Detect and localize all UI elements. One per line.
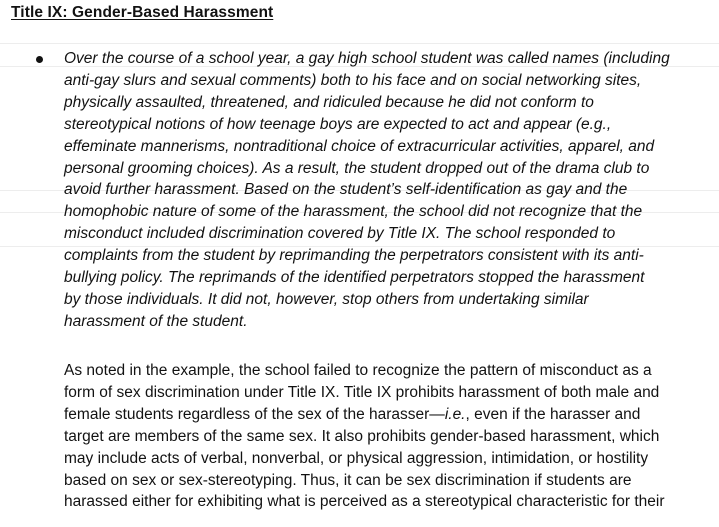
example-line: bullying policy. The reprimands of the identified perpetrators stopped the harassment bbox=[64, 269, 645, 287]
example-line: anti-gay slurs and sexual comments) both to his face and on social networking sites, bbox=[64, 71, 642, 89]
discussion-line: As noted in the example, the school failed to recognize the pattern of misconduct as a bbox=[64, 362, 652, 379]
scan-artifact-line bbox=[0, 43, 719, 44]
example-line: homophobic nature of some of the harassment, the school did not recognize that the bbox=[64, 203, 643, 221]
example-line: avoid further harassment. Based on the student’s self-identification as gay and the bbox=[64, 181, 628, 199]
discussion-line: harassed either for exhibiting what is perceived as a stereotypical characteristic for their bbox=[64, 493, 665, 511]
example-line: Over the course of a school year, a gay high school student was called names (including bbox=[64, 50, 670, 67]
example-line: personal grooming choices). As a result, the student dropped out of the drama club to bbox=[64, 159, 650, 177]
discussion-line: based on sex or sex-stereotyping. Thus, it can be sex discrimination if students are bbox=[64, 471, 632, 489]
section-title: Title IX: Gender-Based Harassment bbox=[11, 4, 274, 21]
ie-abbreviation: i.e. bbox=[444, 405, 466, 423]
discussion-text: female students regardless of the sex of the harasser— bbox=[64, 405, 445, 423]
discussion-paragraph bbox=[64, 360, 664, 513]
example-paragraph bbox=[64, 48, 670, 333]
discussion-text: , even if the harasser and bbox=[465, 405, 641, 423]
bullet-icon bbox=[36, 56, 43, 63]
example-line: harassment of the student. bbox=[64, 312, 248, 330]
discussion-line: may include acts of verbal, nonverbal, or physical aggression, intimidation, or hostility bbox=[64, 449, 649, 467]
example-line: misconduct included discrimination covered by Title IX. The school responded to bbox=[64, 225, 616, 243]
example-line: complaints from the student by reprimanding the perpetrators consistent with its anti- bbox=[64, 247, 644, 265]
example-line: stereotypical notions of how teenage boys are expected to act and appear (e.g., bbox=[64, 115, 612, 133]
example-line: physically assaulted, threatened, and ridiculed because he did not conform to bbox=[64, 93, 594, 111]
discussion-line: target are members of the same sex. It also prohibits gender-based harassment, which bbox=[64, 427, 660, 445]
discussion-line bbox=[64, 404, 664, 426]
example-line: by those individuals. It did not, however, stop others from undertaking similar bbox=[64, 290, 589, 308]
discussion-line: form of sex discrimination under Title IX. Title IX prohibits harassment of both male and bbox=[64, 383, 660, 401]
example-line: effeminate mannerisms, nontraditional choice of extracurricular activities, apparel, and bbox=[64, 137, 655, 155]
